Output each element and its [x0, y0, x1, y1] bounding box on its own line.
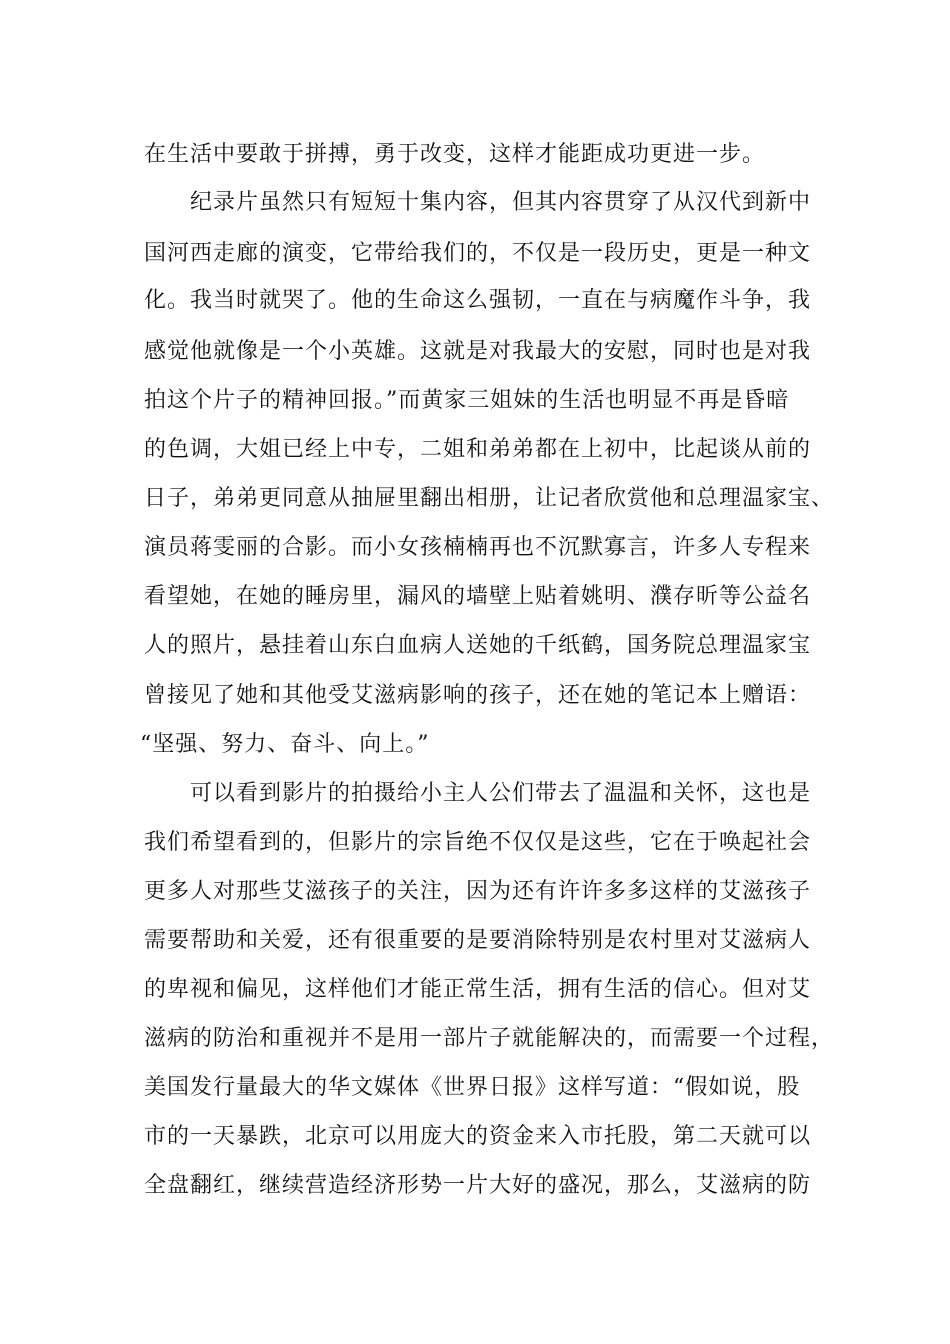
- text-line: 的卑视和偏见，这样他们才能正常生活，拥有生活的信心。但对艾: [144, 977, 812, 1002]
- text-line: 更多人对那些艾滋孩子的关注，因为还有许许多多这样的艾滋孩子: [144, 879, 812, 904]
- text-line: 曾接见了她和其他受艾滋病影响的孩子，还在她的笔记本上赠语：: [144, 683, 812, 708]
- text-line: 演员蒋雯丽的合影。而小女孩楠楠再也不沉默寡言，许多人专程来: [144, 535, 812, 560]
- paragraph-first-line: 纪录片虽然只有短短十集内容，但其内容贯穿了从汉代到新中: [190, 190, 812, 215]
- text-line: 美国发行量最大的华文媒体《世界日报》这样写道：“假如说，股: [144, 1075, 801, 1100]
- paragraph-first-line: 可以看到影片的拍摄给小主人公们带去了温温和关怀，这也是: [190, 781, 812, 806]
- text-line: 在生活中要敢于拼搏，勇于改变，这样才能距成功更进一步。: [144, 142, 766, 167]
- text-line: 拍这个片子的精神回报。”而黄家三姐妹的生活也明显不再是昏暗: [144, 388, 790, 413]
- text-line: 我们希望看到的，但影片的宗旨绝不仅仅是这些，它在于唤起社会: [144, 830, 812, 855]
- text-line: 全盘翻红，继续营造经济形势一片大好的盛况，那么，艾滋病的防: [144, 1173, 812, 1198]
- text-line: 市的一天暴跌，北京可以用庞大的资金来入市托股，第二天就可以: [144, 1124, 812, 1149]
- text-line: 感觉他就像是一个小英雄。这就是对我最大的安慰，同时也是对我: [144, 339, 812, 364]
- text-line: 需要帮助和关爱，还有很重要的是要消除特别是农村里对艾滋病人: [144, 928, 812, 953]
- text-line: 的色调，大姐已经上中专，二姐和弟弟都在上初中，比起谈从前的: [144, 437, 812, 462]
- quote-line: “坚强、努力、奋斗、向上。”: [140, 732, 430, 757]
- text-line: 国河西走廊的演变，它带给我们的，不仅是一段历史，更是一种文: [144, 241, 812, 266]
- text-line: 日子，弟弟更同意从抽屉里翻出相册，让记者欣赏他和总理温家宝、: [144, 486, 835, 511]
- text-line: 看望她，在她的睡房里，漏风的墙壁上贴着姚明、濮存昕等公益名: [144, 584, 812, 609]
- text-line: 化。我当时就哭了。他的生命这么强韧，一直在与病魔作斗争，我: [144, 288, 812, 313]
- text-line: 滋病的防治和重视并不是用一部片子就能解决的，而需要一个过程，: [144, 1026, 835, 1051]
- text-line: 人的照片，悬挂着山东白血病人送她的千纸鹤，国务院总理温家宝: [144, 633, 812, 658]
